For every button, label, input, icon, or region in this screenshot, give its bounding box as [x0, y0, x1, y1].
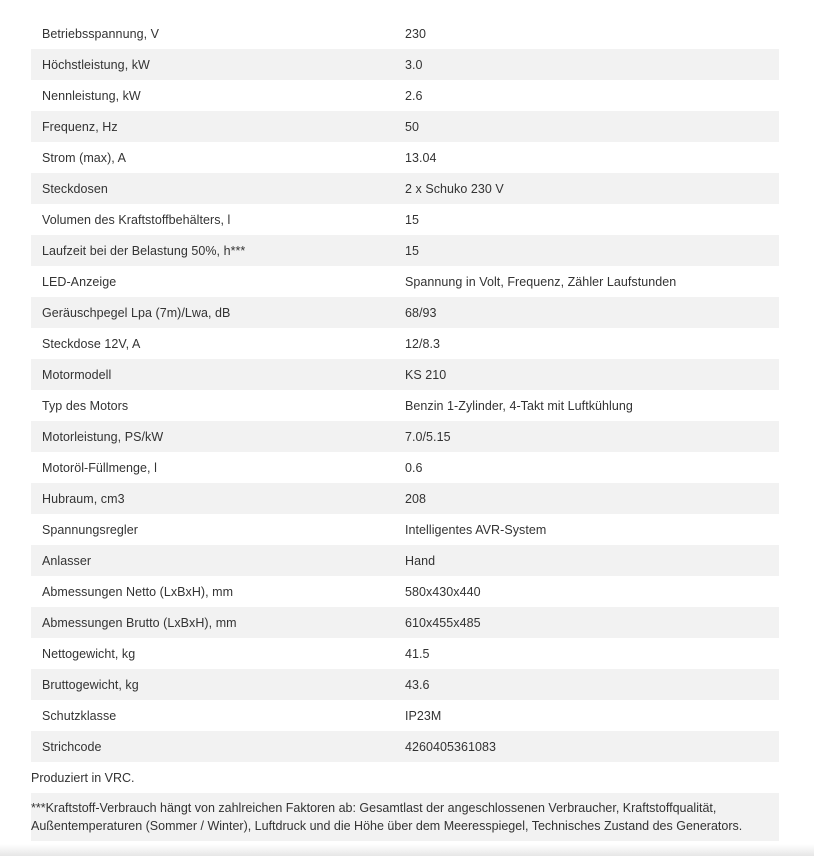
- table-row: [31, 359, 779, 390]
- table-row: [31, 235, 779, 266]
- spec-value: 12/8.3: [405, 336, 441, 351]
- table-row: [31, 111, 779, 142]
- table-row: [31, 483, 779, 514]
- spec-sheet: [31, 18, 779, 841]
- spec-value: 15: [405, 212, 420, 227]
- spec-label: Strom (max), A: [42, 150, 127, 165]
- spec-label: Motoröl-Füllmenge, l: [42, 460, 157, 475]
- spec-label: Betriebsspannung, V: [42, 26, 160, 41]
- table-row: [31, 18, 779, 49]
- spec-value: 4260405361083: [405, 739, 497, 754]
- spec-value: 580x430x440: [405, 584, 481, 599]
- spec-value: 43.6: [405, 677, 430, 692]
- spec-value: 15: [405, 243, 420, 258]
- table-row: [31, 80, 779, 111]
- spec-label: Höchstleistung, kW: [42, 57, 150, 72]
- table-row: [31, 390, 779, 421]
- table-row: [31, 452, 779, 483]
- spec-value: 7.0/5.15: [405, 429, 451, 444]
- spec-label: Steckdose 12V, A: [42, 336, 141, 351]
- table-row: [31, 638, 779, 669]
- spec-value: 230: [405, 26, 427, 41]
- table-row: [31, 49, 779, 80]
- footnote: ***Kraftstoff-Verbrauch hängt von zahlreichen Faktoren ab: Gesamtlast der angeschlossenen Verbraucher, Kraftstoffqualität, Außentemperaturen (Sommer / Winter), Luftdruck und die Höhe über dem Meeresspiegel, Technisches Zustand des Generators.: [31, 793, 779, 841]
- table-row: [31, 421, 779, 452]
- spec-label: Volumen des Kraftstoffbehälters, l: [42, 212, 231, 227]
- spec-label: Abmessungen Brutto (LxBxH), mm: [42, 615, 237, 630]
- spec-value: KS 210: [405, 367, 447, 382]
- spec-value: 13.04: [405, 150, 437, 165]
- spec-value: IP23M: [405, 708, 442, 723]
- table-row: [31, 514, 779, 545]
- spec-label: Spannungsregler: [42, 522, 138, 537]
- table-row: [31, 731, 779, 762]
- spec-label: Steckdosen: [42, 181, 108, 196]
- spec-value: 2.6: [405, 88, 423, 103]
- table-row: [31, 297, 779, 328]
- table-row: [31, 545, 779, 576]
- spec-label: Schutzklasse: [42, 708, 117, 723]
- spec-table: [31, 18, 779, 762]
- table-row: [31, 204, 779, 235]
- spec-label: Nettogewicht, kg: [42, 646, 136, 661]
- table-row: [31, 266, 779, 297]
- spec-value: 68/93: [405, 305, 437, 320]
- spec-value: 0.6: [405, 460, 423, 475]
- table-row: [31, 700, 779, 731]
- spec-label: Anlasser: [42, 553, 92, 568]
- spec-label: Bruttogewicht, kg: [42, 677, 139, 692]
- spec-label: Nennleistung, kW: [42, 88, 141, 103]
- table-row: [31, 576, 779, 607]
- spec-label: LED-Anzeige: [42, 274, 117, 289]
- spec-value: 610x455x485: [405, 615, 481, 630]
- spec-value: 2 x Schuko 230 V: [405, 181, 504, 196]
- spec-label: Hubraum, cm3: [42, 491, 125, 506]
- spec-label: Strichcode: [42, 739, 102, 754]
- table-row: [31, 669, 779, 700]
- spec-value: Benzin 1-Zylinder, 4-Takt mit Luftkühlung: [405, 398, 633, 413]
- spec-label: Frequenz, Hz: [42, 119, 118, 134]
- spec-value: 208: [405, 491, 427, 506]
- spec-label: Motorleistung, PS/kW: [42, 429, 164, 444]
- spec-label: Laufzeit bei der Belastung 50%, h***: [42, 243, 246, 258]
- origin-note: Produziert in VRC.: [31, 770, 135, 785]
- table-row: [31, 142, 779, 173]
- spec-label: Typ des Motors: [42, 398, 129, 413]
- spec-label: Abmessungen Netto (LxBxH), mm: [42, 584, 234, 599]
- spec-label: Motormodell: [42, 367, 112, 382]
- spec-value: Spannung in Volt, Frequenz, Zähler Laufstunden: [405, 274, 677, 289]
- spec-label: Geräuschpegel Lpa (7m)/Lwa, dB: [42, 305, 231, 320]
- spec-value: Hand: [405, 553, 436, 568]
- table-row: [31, 173, 779, 204]
- table-row: [31, 328, 779, 359]
- spec-value: 41.5: [405, 646, 430, 661]
- spec-value: 3.0: [405, 57, 423, 72]
- table-row: [31, 607, 779, 638]
- spec-value: 50: [405, 119, 420, 134]
- spec-value: Intelligentes AVR-System: [405, 522, 547, 537]
- bottom-shadow: [0, 844, 814, 856]
